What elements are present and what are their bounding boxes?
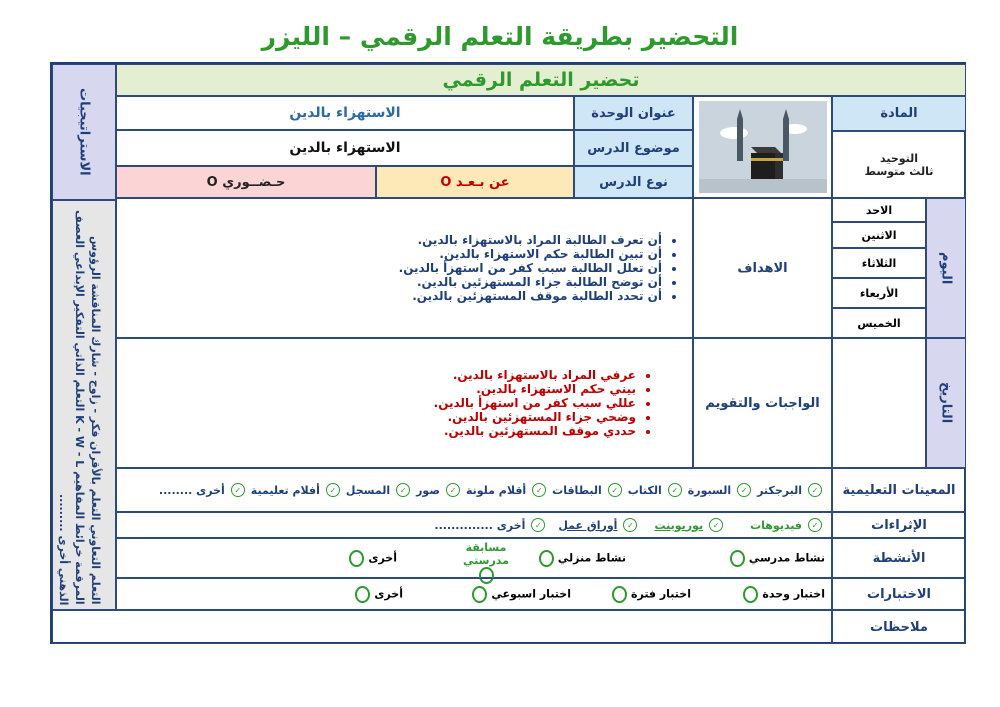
homework-label: الواجبات والتقويم — [693, 338, 832, 468]
enrich-row — [116, 512, 832, 538]
tool-projector: البرجكتر — [757, 483, 802, 497]
tests-row — [116, 578, 832, 610]
lesson-plan-table — [50, 62, 966, 644]
tool-board: السبورة — [687, 483, 732, 497]
homework-item: • حددي موقف المستهزئين بالدين. — [434, 424, 636, 438]
homework-cell — [116, 338, 693, 468]
homework-item: • وضحي جزاء المستهزئين بالدين. — [434, 410, 636, 424]
test-weekly — [468, 586, 571, 603]
day-wednesday: الأربعاء — [832, 278, 926, 308]
activity-home-label: نشاط منزلي — [557, 551, 626, 565]
banner-text: تحضير التعلم الرقمي — [442, 69, 640, 91]
date-label: التاريخ — [938, 382, 954, 424]
banner — [116, 64, 966, 96]
tools-label: المعينات التعليمية — [832, 468, 966, 512]
homework-item: • بيني حكم الاستهزاء بالدين. — [434, 382, 636, 396]
option-circle[interactable] — [730, 550, 745, 567]
test-other-label: أخرى — [374, 587, 403, 601]
check-icon[interactable]: ✓ — [737, 483, 751, 497]
test-unit-label: اختبار وحدة — [762, 587, 825, 601]
strategies-list — [52, 200, 116, 610]
homework-item: • عرفي المراد بالاستهزاء بالدين. — [434, 368, 636, 382]
enrich-videos: فيديوهات — [750, 518, 802, 532]
tool-pictures: صور — [416, 483, 440, 497]
strategies-text: التعلم التعاوني التعلم بالأقران فكر - زاوج - شارك المناقشة الرؤوس المرقمة خرائط المفاهيم K - W - L التعلم الذاتي التفكير الإبداعي العصف الذهني أخرى ......... — [57, 210, 102, 605]
subject-grade: ثالث متوسط — [864, 164, 934, 178]
day-header — [926, 198, 966, 338]
day-sunday: الاحد — [832, 198, 926, 222]
lesson-label: موضوع الدرس — [574, 130, 693, 166]
check-icon[interactable]: ✓ — [808, 483, 822, 497]
notes-label: ملاحظات — [832, 610, 966, 644]
subject-label: المادة — [832, 96, 966, 131]
check-icon[interactable]: ✓ — [231, 483, 245, 497]
test-term — [608, 586, 691, 603]
activity-school — [726, 550, 825, 567]
tools-row — [116, 468, 832, 512]
check-icon[interactable]: ✓ — [709, 518, 723, 532]
check-icon[interactable]: ✓ — [808, 518, 822, 532]
homework-list — [434, 368, 654, 438]
objectives-list — [399, 233, 680, 303]
strategies-header — [52, 64, 116, 200]
tool-pens: أقلام ملونة — [465, 483, 527, 497]
tool-recorder: المسجل — [345, 483, 391, 497]
notes-value[interactable] — [52, 610, 832, 644]
enrich-other: أخرى .............. — [434, 518, 526, 532]
subject-name: التوحيد — [879, 151, 919, 165]
activity-school-label: نشاط مدرسي — [748, 551, 825, 565]
option-circle[interactable] — [743, 586, 758, 603]
check-icon[interactable]: ✓ — [531, 518, 545, 532]
objectives-label: الاهداف — [693, 198, 832, 338]
check-icon[interactable]: ✓ — [668, 483, 682, 497]
enrich-label: الإثراءات — [832, 512, 966, 538]
test-unit — [739, 586, 825, 603]
date-value — [832, 338, 926, 468]
strategies-label: الاستراتيجيات — [76, 88, 92, 176]
lesson-type-label: نوع الدرس — [574, 166, 693, 198]
day-thursday: الخميس — [832, 308, 926, 338]
tool-book: الكتاب — [627, 483, 662, 497]
unit-value: الاستهزاء بالدين — [116, 96, 574, 130]
check-icon[interactable]: ✓ — [623, 518, 637, 532]
objective-item: • أن تحدد الطالبة موقف المستهزئين بالدين. — [399, 289, 662, 303]
activity-other-label: أخرى — [368, 551, 397, 565]
option-circle[interactable] — [612, 586, 627, 603]
test-weekly-label: اختبار اسبوعي — [491, 587, 571, 601]
lesson-value: الاستهزاء بالدين — [116, 130, 574, 166]
activity-other — [345, 550, 397, 567]
check-icon[interactable]: ✓ — [396, 483, 410, 497]
unit-label: عنوان الوحدة — [574, 96, 693, 130]
tool-other: أخرى ........ — [158, 483, 225, 497]
day-label: اليوم — [938, 251, 954, 285]
objective-item: • أن توضح الطالبة جزاء المستهزئين بالدين. — [399, 275, 662, 289]
objective-item: • أن تعلل الطالبة سبب كفر من استهزأ بالدين. — [399, 261, 662, 275]
activities-label: الأنشطة — [832, 538, 966, 578]
test-other — [351, 586, 403, 603]
subject-value — [832, 131, 966, 198]
option-circle[interactable] — [355, 586, 370, 603]
tool-films: أفلام تعليمية — [250, 483, 320, 497]
activity-home — [535, 550, 626, 567]
tests-label: الاختبارات — [832, 578, 966, 610]
tool-cards: البطاقات — [552, 483, 602, 497]
activities-row — [116, 538, 832, 578]
day-monday: الاثنين — [832, 222, 926, 248]
remote-option[interactable]: عن بـعـد O — [376, 166, 574, 198]
objective-item: • أن تبين الطالبة حكم الاستهزاء بالدين. — [399, 247, 662, 261]
option-circle[interactable] — [472, 586, 487, 603]
image-cell — [693, 96, 832, 198]
check-icon[interactable]: ✓ — [608, 483, 622, 497]
day-tuesday: الثلاثاء — [832, 248, 926, 278]
option-circle[interactable] — [349, 550, 364, 567]
homework-item: • عللي سبب كفر من استهزأ بالدين. — [434, 396, 636, 410]
objective-item: • أن تعرف الطالبة المراد بالاستهزاء بالدين. — [399, 233, 662, 247]
check-icon[interactable]: ✓ — [326, 483, 340, 497]
enrich-worksheets: أوراق عمل — [558, 518, 618, 532]
inperson-option[interactable]: حـضــوري O — [116, 166, 376, 198]
page-title: التحضير بطريقة التعلم الرقمي – الليزر — [261, 22, 739, 51]
option-circle[interactable] — [539, 550, 554, 567]
objectives-cell — [116, 198, 693, 338]
test-term-label: اختبار فترة — [630, 587, 691, 601]
check-icon[interactable]: ✓ — [532, 483, 546, 497]
date-header — [926, 338, 966, 468]
kaaba-illustration — [699, 101, 827, 193]
check-icon[interactable]: ✓ — [446, 483, 460, 497]
activity-competition-label: مسابقة مدرستي — [463, 541, 509, 567]
enrich-powerpoint: بوربوينت — [654, 518, 704, 532]
